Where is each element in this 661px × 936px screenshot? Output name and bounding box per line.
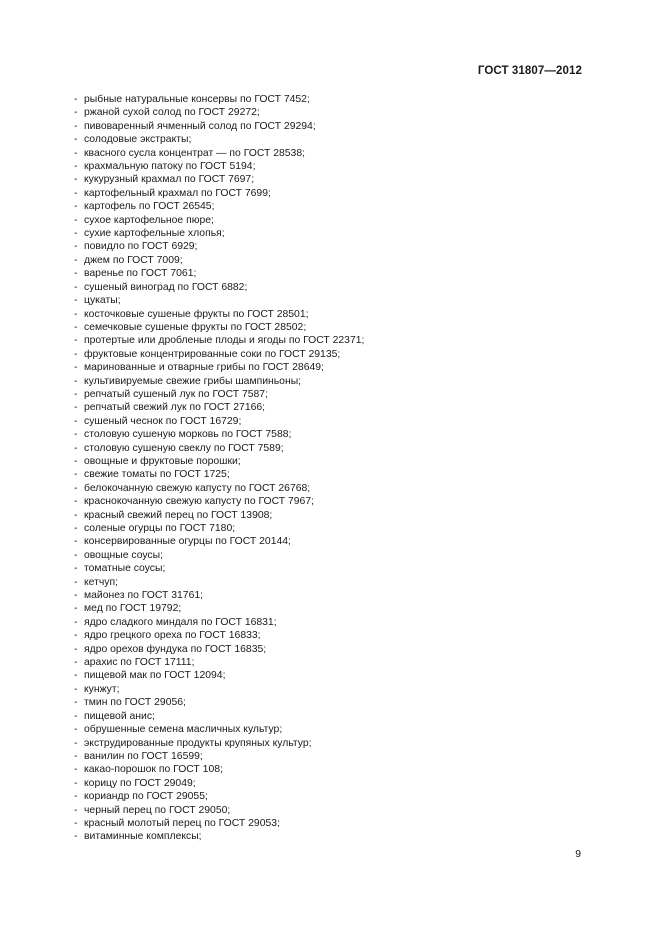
list-item-text: цукаты; [84,295,121,307]
list-item [74,401,364,414]
list-item [74,562,364,575]
list-item [74,455,364,468]
list-item-text: какао-порошок по ГОСТ 108; [84,764,223,776]
list-item [74,147,364,160]
list-item-text: сухое картофельное пюре; [84,214,214,226]
list-bullet: - [74,603,78,615]
list-bullet: - [74,523,78,534]
list-item-text: ядро грецкого ореха по ГОСТ 16833; [84,630,261,642]
list-bullet: - [74,616,78,628]
list-item-text: овощные соусы; [84,549,163,561]
list-item [74,294,364,307]
list-item [74,643,364,656]
list-bullet: - [74,804,78,816]
list-item [74,535,364,548]
list-bullet: - [74,710,78,722]
list-bullet: - [74,724,78,736]
list-item [74,334,364,347]
list-item [74,696,364,709]
list-item-text: консервированные огурцы по ГОСТ 20144; [84,536,291,548]
list-item [74,616,364,629]
list-item [74,669,364,682]
list-bullet: - [74,375,78,387]
list-item-text: фруктовые концентрированные соки по ГОСТ 29135; [84,348,341,360]
list-item-text: кориандр по ГОСТ 29055; [84,791,208,803]
list-item [74,348,364,361]
list-item [74,173,364,186]
list-bullet: - [74,563,78,575]
list-item-text: соленые огурцы по ГОСТ 7180; [84,523,236,534]
list-item-text: культивируемые свежие грибы шампиньоны; [84,375,302,387]
list-bullet: - [74,402,78,414]
list-item-text: ржаной сухой солод по ГОСТ 29272; [84,107,260,119]
list-item-text: квасного сусла концентрат — по ГОСТ 28538; [84,147,305,159]
list-item [74,602,364,615]
list-item-text: томатные соусы; [84,563,166,575]
list-bullet: - [74,750,78,762]
list-item [74,388,364,401]
list-item [74,93,364,106]
list-item-text: сушеный виноград по ГОСТ 6882; [84,281,248,293]
list-item-text: крахмальную патоку по ГОСТ 5194; [84,161,256,173]
list-item-text: картофельный крахмал по ГОСТ 7699; [84,187,271,199]
list-bullet: - [74,228,78,240]
list-bullet: - [74,817,78,829]
list-bullet: - [74,590,78,602]
list-item [74,214,364,227]
list-item-text: столовую сушеную морковь по ГОСТ 7588; [84,429,292,441]
list-bullet: - [74,388,78,400]
list-item [74,133,364,146]
list-item-text: майонез по ГОСТ 31761; [84,590,204,602]
list-item-text: картофель по ГОСТ 26545; [84,201,215,213]
list-item [74,790,364,803]
list-item-text: пищевой мак по ГОСТ 12094; [84,670,226,682]
list-bullet: - [74,308,78,320]
list-item-text: рыбные натуральные консервы по ГОСТ 7452; [84,94,310,105]
list-bullet: - [74,161,78,173]
list-item-text: красный свежий перец по ГОСТ 13908; [84,509,273,521]
list-item-text: обрушенные семена масличных культур; [84,724,283,736]
list-bullet: - [74,764,78,776]
list-item [74,267,364,280]
list-item-text: ядро орехов фундука по ГОСТ 16835; [84,643,267,655]
list-item-text: мед по ГОСТ 19792; [84,603,182,615]
list-item [74,160,364,173]
list-item-text: овощные и фруктовые порошки; [84,455,241,467]
list-bullet: - [74,643,78,655]
list-item [74,106,364,119]
list-bullet: - [74,241,78,253]
list-item-text: арахис по ГОСТ 17111; [84,657,195,669]
list-item-text: ядро сладкого миндаля по ГОСТ 16831; [84,616,277,628]
list-bullet: - [74,147,78,159]
list-bullet: - [74,791,78,803]
list-item-text: кетчуп; [84,576,118,588]
list-bullet: - [74,120,78,132]
list-item [74,482,364,495]
list-bullet: - [74,348,78,360]
list-item-text: джем по ГОСТ 7009; [84,254,183,266]
list-item-text: экструдированные продукты крупяных культур; [84,737,312,749]
list-bullet: - [74,482,78,494]
list-bullet: - [74,94,78,105]
list-item [74,495,364,508]
list-item-text: репчатый сушеный лук по ГОСТ 7587; [84,388,268,400]
page-header-standard-code: ГОСТ 31807—2012 [477,65,582,77]
list-bullet: - [74,201,78,213]
list-item-text: косточковые сушеные фрукты по ГОСТ 28501; [84,308,309,320]
list-item [74,428,364,441]
list-item [74,817,364,830]
list-item [74,254,364,267]
list-bullet: - [74,134,78,146]
list-item [74,509,364,522]
list-item [74,723,364,736]
list-item [74,240,364,253]
list-item [74,549,364,562]
list-bullet: - [74,777,78,789]
list-bullet: - [74,107,78,119]
list-bullet: - [74,214,78,226]
list-bullet: - [74,670,78,682]
list-bullet: - [74,268,78,280]
list-item-text: семечковые сушеные фрукты по ГОСТ 28502; [84,321,307,333]
list-item-text: черный перец по ГОСТ 29050; [84,804,231,816]
list-bullet: - [74,509,78,521]
list-item-text: кукурузный крахмал по ГОСТ 7697; [84,174,255,186]
list-item [74,415,364,428]
list-item [74,710,364,723]
list-item [74,361,364,374]
list-item [74,763,364,776]
list-item [74,656,364,669]
list-item [74,321,364,334]
list-bullet: - [74,295,78,307]
list-bullet: - [74,174,78,186]
list-bullet: - [74,831,78,843]
list-bullet: - [74,549,78,561]
list-item [74,187,364,200]
list-bullet: - [74,455,78,467]
page-number: 9 [575,849,581,860]
ingredient-list [74,93,364,844]
list-item [74,522,364,535]
list-item-text: красный молотый перец по ГОСТ 29053; [84,817,280,829]
list-bullet: - [74,496,78,508]
list-item [74,281,364,294]
list-item-text: протертые или дробленые плоды и ягоды по ГОСТ 22371; [84,335,365,347]
list-bullet: - [74,697,78,709]
list-item [74,750,364,763]
list-item-text: варенье по ГОСТ 7061; [84,268,197,280]
list-item [74,576,364,589]
list-item-text: репчатый свежий лук по ГОСТ 27166; [84,402,266,414]
list-bullet: - [74,576,78,588]
list-item [74,308,364,321]
list-bullet: - [74,187,78,199]
list-item-text: сушеный чеснок по ГОСТ 16729; [84,415,242,427]
list-bullet: - [74,415,78,427]
list-item-text: маринованные и отварные грибы по ГОСТ 28649; [84,362,324,374]
list-item-text: тмин по ГОСТ 29056; [84,697,186,709]
list-item [74,227,364,240]
list-bullet: - [74,254,78,266]
list-bullet: - [74,442,78,454]
list-item-text: ванилин по ГОСТ 16599; [84,750,203,762]
list-item-text: свежие томаты по ГОСТ 1725; [84,469,230,481]
list-item-text: столовую сушеную свеклу по ГОСТ 7589; [84,442,284,454]
list-bullet: - [74,321,78,333]
list-bullet: - [74,657,78,669]
list-item [74,804,364,817]
list-item-text: витаминные комплексы; [84,831,202,843]
list-item [74,120,364,133]
list-item [74,200,364,213]
list-bullet: - [74,335,78,347]
list-bullet: - [74,362,78,374]
list-bullet: - [74,630,78,642]
list-item [74,830,364,843]
list-item [74,589,364,602]
list-bullet: - [74,683,78,695]
list-bullet: - [74,429,78,441]
list-item [74,629,364,642]
list-item-text: белокочанную свежую капусту по ГОСТ 26768; [84,482,311,494]
list-item [74,777,364,790]
list-item-text: солодовые экстракты; [84,134,192,146]
list-item [74,442,364,455]
list-bullet: - [74,281,78,293]
list-item [74,683,364,696]
list-item-text: корицу по ГОСТ 29049; [84,777,196,789]
list-bullet: - [74,469,78,481]
list-bullet: - [74,737,78,749]
list-item-text: пищевой анис; [84,710,155,722]
list-item-text: кунжут; [84,683,120,695]
list-item-text: сухие картофельные хлопья; [84,228,225,240]
list-item [74,737,364,750]
list-item [74,468,364,481]
list-item-text: пивоваренный ячменный солод по ГОСТ 29294; [84,120,316,132]
list-bullet: - [74,536,78,548]
list-item-text: повидло по ГОСТ 6929; [84,241,198,253]
list-item [74,375,364,388]
list-item-text: краснокочанную свежую капусту по ГОСТ 7967; [84,496,314,508]
